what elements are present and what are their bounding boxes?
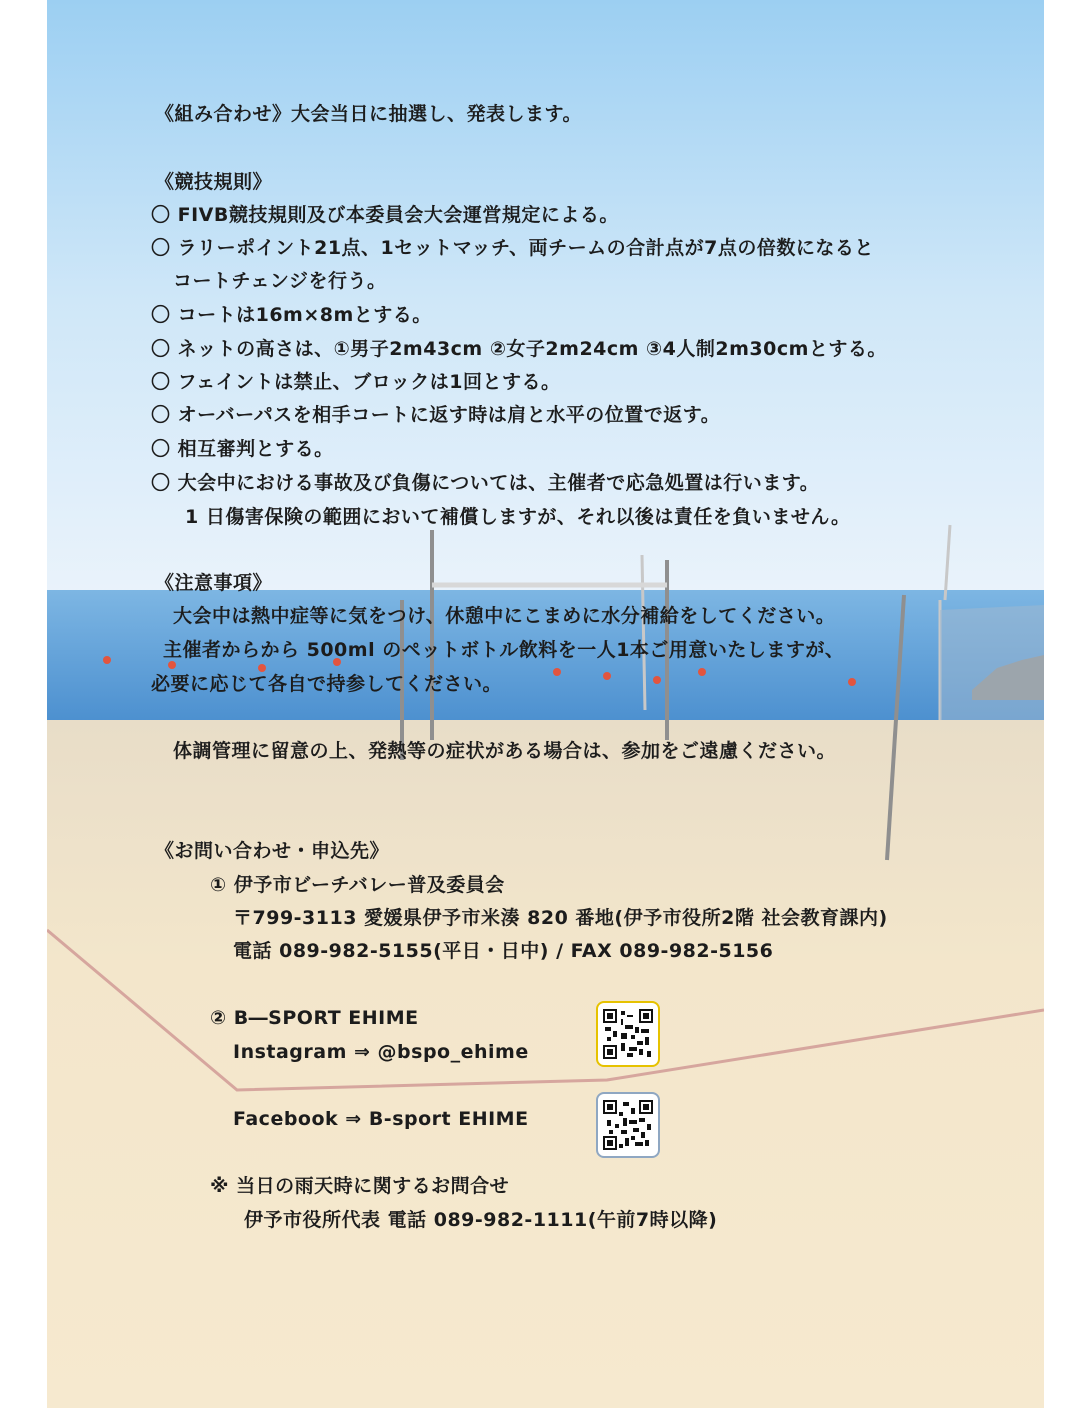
instagram-qr-code-icon[interactable] — [596, 1001, 660, 1067]
contact-heading: 《お問い合わせ・申込先》 — [155, 840, 390, 862]
kumiawase-heading: 《組み合わせ》 — [155, 103, 292, 125]
facebook-link[interactable]: Facebook ⇒ B-sport EHIME — [233, 1108, 529, 1130]
notes-heading: 《注意事項》 — [155, 572, 273, 594]
note-line: 体調管理に留意の上、発熱等の症状がある場合は、参加をご遠慮ください。 — [173, 740, 837, 762]
note-line: 大会中は熱中症等に気をつけ、休憩中にこまめに水分補給をしてください。 — [173, 605, 836, 627]
note-line: 必要に応じて各自で持参してください。 — [151, 673, 503, 695]
rule-line: 1 日傷害保険の範囲において補償しますが、それ以後は責任を負いません。 — [185, 506, 851, 528]
page — [47, 0, 1044, 1408]
org1-address: 〒799-3113 愛媛県伊予市米湊 820 番地(伊予市役所2階 社会教育課内) — [233, 907, 888, 929]
org1-phone: 電話 089-982-5155(平日・日中) / FAX 089-982-5156 — [233, 940, 774, 962]
kumiawase-text: 大会当日に抽選し、発表します。 — [291, 103, 582, 125]
qr-code-icon — [603, 1008, 653, 1060]
rules-heading: 《競技規則》 — [155, 171, 273, 193]
rule-line: 〇 オーバーパスを相手コートに返す時は肩と水平の位置で返す。 — [151, 404, 721, 426]
rule-line: 〇 コートは16m×8mとする。 — [151, 304, 432, 326]
rule-line: 〇 FIVB競技規則及び本委員会大会運営規定による。 — [151, 204, 619, 226]
rule-line: 〇 ネットの高さは、①男子2m43cm ②女子2m24cm ③4人制2m30cmとする。 — [151, 338, 887, 360]
rule-line: 〇 ラリーポイント21点、1セットマッチ、両チームの合計点が7点の倍数になると — [151, 237, 874, 259]
rule-line: 〇 フェイントは禁止、ブロックは1回とする。 — [151, 371, 561, 393]
facebook-qr-code-icon[interactable] — [596, 1092, 660, 1158]
org1-name: ① 伊予市ビーチバレー普及委員会 — [210, 874, 505, 896]
rule-line: 〇 大会中における事故及び負傷については、主催者で応急処置は行います。 — [151, 472, 820, 494]
org2-name: ② B―SPORT EHIME — [210, 1007, 419, 1029]
note-line: 主催者からから 500ml のペットボトル飲料を一人1本ご用意いたしますが、 — [163, 639, 845, 661]
rain-inquiry-title: ※ 当日の雨天時に関するお問合せ — [210, 1175, 510, 1197]
rain-inquiry-phone: 伊予市役所代表 電話 089-982-1111(午前7時以降) — [244, 1209, 718, 1231]
instagram-link[interactable]: Instagram ⇒ @bspo_ehime — [233, 1041, 529, 1063]
rule-line: コートチェンジを行う。 — [173, 270, 387, 292]
rule-line: 〇 相互審判とする。 — [151, 438, 334, 460]
qr-code-icon — [603, 1099, 653, 1151]
